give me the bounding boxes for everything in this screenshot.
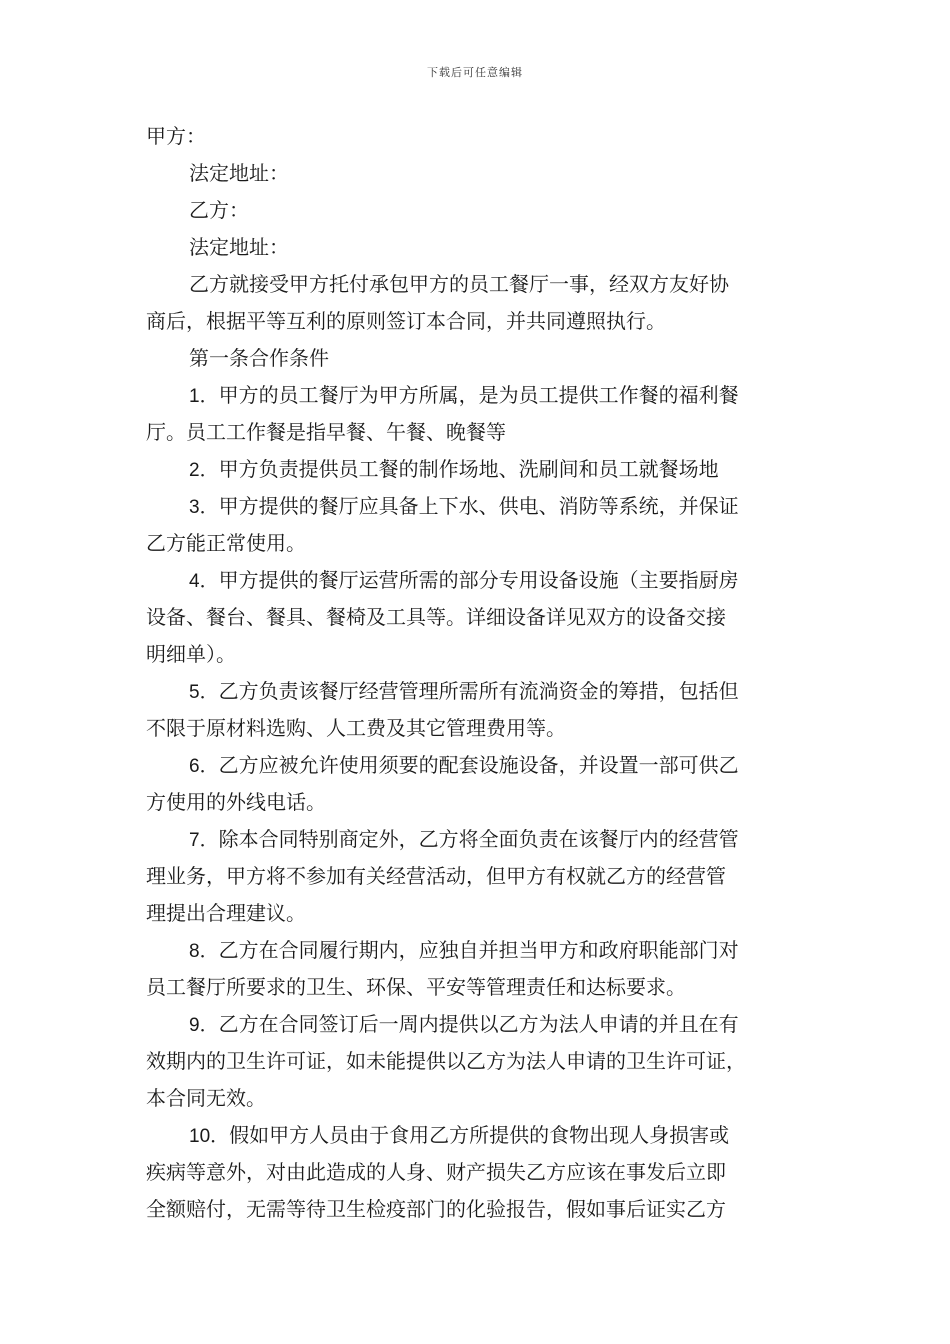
line-text: 甲方提供的餐厅应具备上下水、供电、消防等系统，并保证: [218, 494, 739, 518]
text-line: [146, 340, 810, 377]
text-line: [146, 673, 810, 710]
line-text: 除本合同特别商定外，乙方将全面负责在该餐厅内的经营管: [218, 827, 739, 851]
line-text: 本合同无效。: [146, 1086, 266, 1110]
text-line: [146, 1006, 810, 1043]
line-text: 不限于原材料选购、人工费及其它管理费用等。: [146, 716, 566, 740]
text-line: [146, 451, 810, 488]
item-number: 7．: [189, 830, 219, 851]
text-line: [146, 895, 810, 932]
line-text: 理业务，甲方将不参加有关经营活动，但甲方有权就乙方的经营管: [146, 864, 726, 888]
page-header: 下载后可任意编辑: [427, 66, 523, 79]
line-text: 厅。员工工作餐是指早餐、午餐、晚餐等: [146, 420, 506, 444]
line-text: 设备、餐台、餐具、餐椅及工具等。详细设备详见双方的设备交接: [146, 605, 726, 629]
text-line: [146, 1043, 810, 1080]
line-text: 甲方：: [146, 124, 206, 148]
line-text: 方使用的外线电话。: [146, 790, 326, 814]
text-line: [146, 303, 810, 340]
line-text: 乙方应被允许使用须要的配套设施设备，并设置一部可供乙: [218, 753, 739, 777]
text-line: [146, 1154, 810, 1191]
item-number: 10．: [189, 1126, 230, 1147]
line-text: 乙方就接受甲方托付承包甲方的员工餐厅一事，经双方友好协: [189, 272, 729, 296]
item-number: 5．: [189, 682, 219, 703]
line-text: 效期内的卫生许可证，如未能提供以乙方为法人申请的卫生许可证，: [146, 1049, 746, 1073]
line-text: 甲方提供的餐厅运营所需的部分专用设备设施（主要指厨房: [218, 568, 739, 592]
line-text: 乙方：: [189, 198, 249, 222]
text-line: [146, 377, 810, 414]
text-line: [146, 192, 810, 229]
text-line: [146, 414, 810, 451]
line-text: 第一条合作条件: [189, 346, 329, 370]
document-body: [146, 118, 810, 1228]
text-line: [146, 229, 810, 266]
item-number: 4．: [189, 571, 219, 592]
text-line: [146, 155, 810, 192]
item-number: 9．: [189, 1015, 219, 1036]
line-text: 乙方在合同签订后一周内提供以乙方为法人申请的并且在有: [218, 1012, 739, 1036]
line-text: 甲方的员工餐厅为甲方所属，是为员工提供工作餐的福利餐: [218, 383, 739, 407]
line-text: 全额赔付，无需等待卫生检疫部门的化验报告，假如事后证实乙方: [146, 1197, 726, 1221]
text-line: [146, 821, 810, 858]
text-line: [146, 747, 810, 784]
line-text: 假如甲方人员由于食用乙方所提供的食物出现人身损害或: [229, 1123, 730, 1147]
text-line: [146, 1117, 810, 1154]
text-line: [146, 599, 810, 636]
line-text: 明细单）。: [146, 642, 236, 666]
text-line: [146, 118, 810, 155]
text-line: [146, 488, 810, 525]
line-text: 理提出合理建议。: [146, 901, 306, 925]
text-line: [146, 266, 810, 303]
item-number: 8．: [189, 941, 219, 962]
text-line: [146, 1080, 810, 1117]
item-number: 3．: [189, 497, 219, 518]
text-line: [146, 525, 810, 562]
text-line: [146, 636, 810, 673]
text-line: [146, 710, 810, 747]
line-text: 乙方负责该餐厅经营管理所需所有流淌资金的筹措，包括但: [218, 679, 739, 703]
text-line: [146, 1191, 810, 1228]
line-text: 乙方能正常使用。: [146, 531, 306, 555]
text-line: [146, 784, 810, 821]
item-number: 2．: [189, 460, 219, 481]
line-text: 员工餐厅所要求的卫生、环保、平安等管理责任和达标要求。: [146, 975, 686, 999]
text-line: [146, 969, 810, 1006]
line-text: 法定地址：: [189, 235, 289, 259]
line-text: 法定地址：: [189, 161, 289, 185]
line-text: 商后，根据平等互利的原则签订本合同，并共同遵照执行。: [146, 309, 666, 333]
item-number: 6．: [189, 756, 219, 777]
text-line: [146, 932, 810, 969]
line-text: 疾病等意外，对由此造成的人身、财产损失乙方应该在事发后立即: [146, 1160, 726, 1184]
text-line: [146, 858, 810, 895]
item-number: 1．: [189, 386, 219, 407]
text-line: [146, 562, 810, 599]
line-text: 甲方负责提供员工餐的制作场地、洗刷间和员工就餐场地: [218, 457, 719, 481]
line-text: 乙方在合同履行期内，应独自并担当甲方和政府职能部门对: [218, 938, 739, 962]
